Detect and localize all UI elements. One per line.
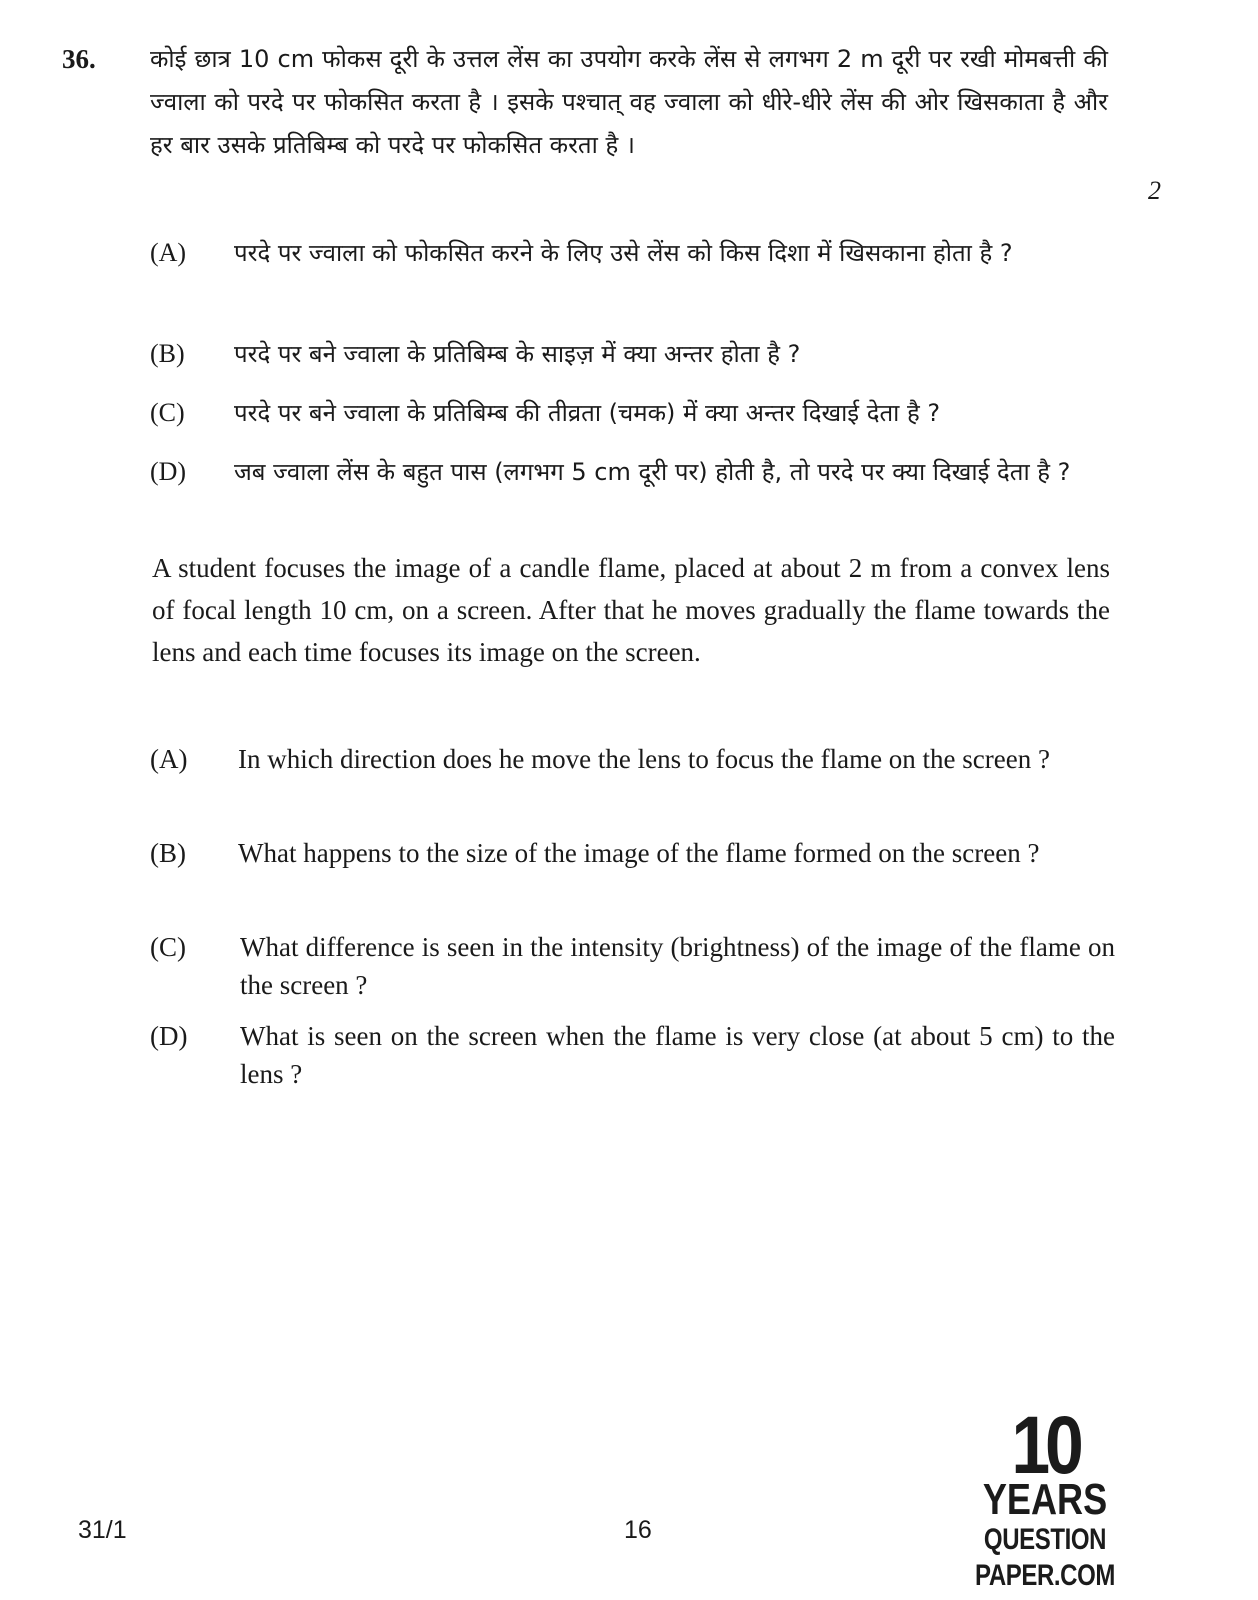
hindi-part-b (150, 333, 1115, 375)
english-part-a-text: In which direction does he move the lens to focus the flame on the screen ? (238, 744, 1050, 774)
english-part-a (150, 740, 1115, 778)
english-part-b (150, 834, 1115, 872)
english-part-a-label: (A) (150, 744, 188, 774)
paper-code: 31/1 (78, 1516, 127, 1544)
marks: 2 (1148, 176, 1161, 205)
english-part-b-text: What happens to the size of the image of the flame formed on the screen ? (238, 838, 1040, 868)
watermark-logo (900, 1400, 1190, 1592)
hindi-part-c-text: परदे पर बने ज्वाला के प्रतिबिम्ब की तीव्रता (चमक) में क्या अन्तर दिखाई देता है ? (234, 399, 941, 427)
english-part-c-text: What difference is seen in the intensity (brightness) of the image of the flame on the screen ? (240, 932, 1115, 1000)
page-number: 16 (624, 1516, 652, 1544)
hindi-part-a-text: परदे पर ज्वाला को फोकसित करने के लिए उसे लेंस को किस दिशा में खिसकाना होता है ? (234, 239, 1013, 267)
watermark-site: QUESTION PAPER.COM (975, 1523, 1115, 1592)
hindi-part-c-label: (C) (150, 398, 185, 427)
english-part-c-label: (C) (150, 932, 186, 962)
hindi-part-b-label: (B) (150, 339, 185, 368)
hindi-part-a (150, 232, 1115, 274)
hindi-question-stem: कोई छात्र 10 cm फोकस दूरी के उत्तल लेंस का उपयोग करके लेंस से लगभग 2 m दूरी पर रखी मोमबत्ती की ज्वाला को परदे पर फोकसित करता है । इसके पश्चात् वह ज्वाला को धीरे-धीरे लेंस की ओर खिसकाता है और हर बार उसके प्रतिबिम्ब को परदे पर फोकसित करता है । (150, 45, 1108, 159)
hindi-part-b-text: परदे पर बने ज्वाला के प्रतिबिम्ब के साइज़ में क्या अन्तर होता है ? (234, 340, 801, 368)
english-part-d-label: (D) (150, 1021, 188, 1051)
english-question-stem: A student focuses the image of a candle flame, placed at about 2 m from a convex lens of focal length 10 cm, on a screen. After that he moves gradually the flame towards the lens and each time focuses its image on the screen. (152, 553, 1110, 667)
hindi-part-a-label: (A) (150, 238, 187, 267)
watermark-years: YEARS (982, 1475, 1108, 1524)
question-number: 36. (62, 44, 96, 74)
watermark-number: 10 (1011, 1400, 1079, 1491)
hindi-part-c (150, 392, 1115, 434)
hindi-part-d-text: जब ज्वाला लेंस के बहुत पास (लगभग 5 cm दूरी पर) होती है, तो परदे पर क्या दिखाई देता है ? (234, 458, 1071, 486)
english-part-b-label: (B) (150, 838, 186, 868)
hindi-part-d (150, 451, 1115, 493)
english-part-d-text: What is seen on the screen when the flame is very close (at about 5 cm) to the lens ? (240, 1021, 1115, 1089)
english-part-c (150, 928, 1115, 1004)
hindi-part-d-label: (D) (150, 457, 187, 486)
english-part-d (150, 1017, 1115, 1093)
